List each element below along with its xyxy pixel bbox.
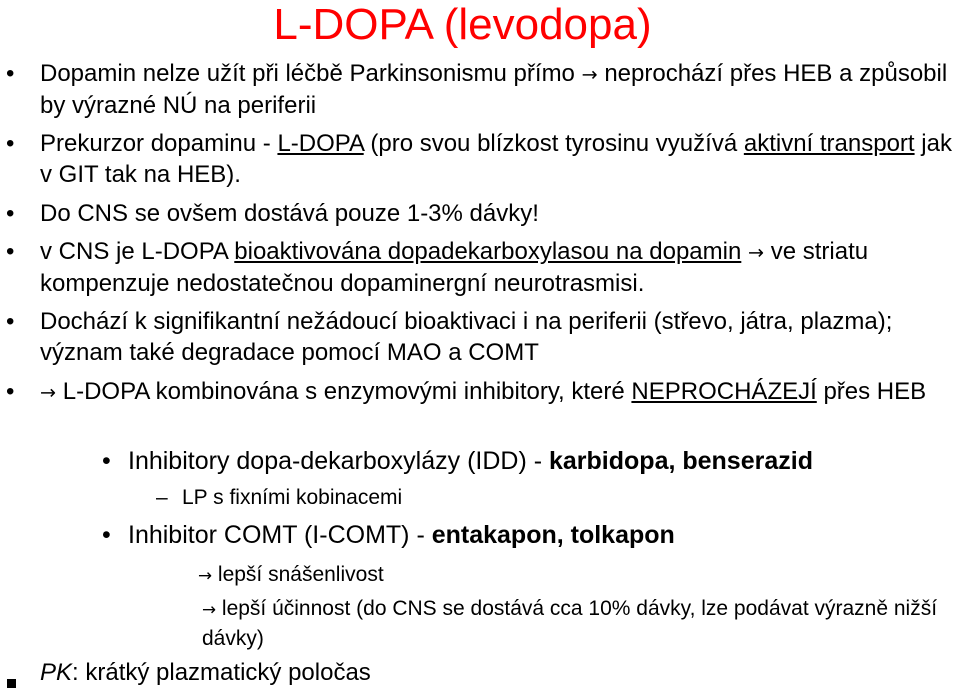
- arrow-1-text: lepší snášenlivost: [212, 563, 384, 586]
- bullet-marker: •: [6, 378, 15, 405]
- bullet-2-text-b: (pro svou blízkost tyrosinu využívá: [363, 130, 744, 157]
- pk-item: [40, 657, 955, 688]
- bullet-6-text-b: přes HEB: [816, 378, 927, 405]
- bullet-1-text-a: Dopamin nelze užít při léčbě Parkinsonismu přímo: [40, 60, 582, 87]
- bullet-item-2: [6, 128, 955, 190]
- bullet-4-bioactivation: bioaktivována dopadekarboxylasou na dopamin: [234, 238, 742, 265]
- sub-2-drugs: entakapon, tolkapon: [431, 521, 675, 549]
- bullet-2-text-c: jak v GIT tak na HEB).: [40, 130, 952, 188]
- bullet-2-ldopa: L-DOPA: [277, 130, 364, 157]
- bullet-2-active-transport: aktivní transport: [743, 130, 915, 157]
- bullet-marker: •: [6, 308, 15, 335]
- arrow-icon: →: [40, 381, 57, 404]
- arrow-2-text: lepší účinnost (do CNS se dostává cca 10% dávky, lze podávat výrazně nižší dávky): [202, 597, 938, 650]
- dash-marker: –: [156, 486, 168, 509]
- bullet-4-text-a: v CNS je L-DOPA: [40, 238, 235, 265]
- arrow-icon: →: [198, 565, 213, 585]
- arrow-icon: →: [202, 599, 217, 619]
- bullet-item-5: [6, 306, 955, 368]
- bullet-1-text-b: neprochází přes HEB a způsobil by výrazné NÚ na periferii: [40, 60, 948, 119]
- bullet-marker: •: [6, 60, 15, 87]
- bullet-2-text-a: Prekurzor dopaminu -: [40, 130, 278, 157]
- arrow-icon: →: [747, 241, 765, 264]
- dash-item-combinations: [156, 484, 942, 512]
- bullet-item-1: [6, 58, 955, 121]
- sub-bullet-comt: [102, 520, 948, 551]
- bullet-marker: •: [6, 238, 15, 265]
- arrow-item-efficacy: [202, 594, 954, 653]
- bullet-item-6: [6, 376, 955, 408]
- bullet-marker: •: [102, 521, 111, 549]
- bullet-marker: •: [6, 130, 15, 157]
- sub-bullet-idd: [102, 446, 948, 477]
- bullet-item-3: [6, 198, 955, 229]
- bullet-3-text: Do CNS se ovšem dostává pouze 1-3% dávky!: [40, 200, 539, 227]
- slide-title: L-DOPA (levodopa): [273, 0, 652, 49]
- bullet-marker: •: [102, 447, 111, 475]
- sub-1-text-a: Inhibitory dopa-dekarboxylázy (IDD) -: [128, 447, 549, 475]
- dash-1-text: LP s fixními kobinacemi: [182, 486, 403, 509]
- bullet-item-4: [6, 236, 955, 299]
- bullet-5-text: Dochází k signifikantní nežádoucí bioaktivaci i na periferii (střevo, játra, plazma); význam také degradace pomocí MAO a COMT: [40, 308, 893, 366]
- bullet-4-text-b: ve striatu kompenzuje nedostatečnou dopaminergní neurotrasmisi.: [40, 238, 869, 297]
- arrow-icon: →: [581, 63, 598, 86]
- arrow-item-tolerability: [198, 560, 953, 590]
- bullet-6-text-a: L-DOPA kombinována s enzymovými inhibitory, které: [56, 378, 632, 405]
- sub-1-drugs: karbidopa, benserazid: [549, 447, 813, 475]
- sub-2-text-a: Inhibitor COMT (I-COMT) -: [128, 521, 432, 549]
- pk-label: PK: [40, 659, 73, 686]
- bullet-6-neprochazeji: NEPROCHÁZEJÍ: [631, 378, 817, 405]
- bullet-marker: •: [6, 200, 15, 227]
- pk-text: : krátký plazmatický poločas: [72, 659, 371, 686]
- square-bullet-icon: [7, 667, 16, 698]
